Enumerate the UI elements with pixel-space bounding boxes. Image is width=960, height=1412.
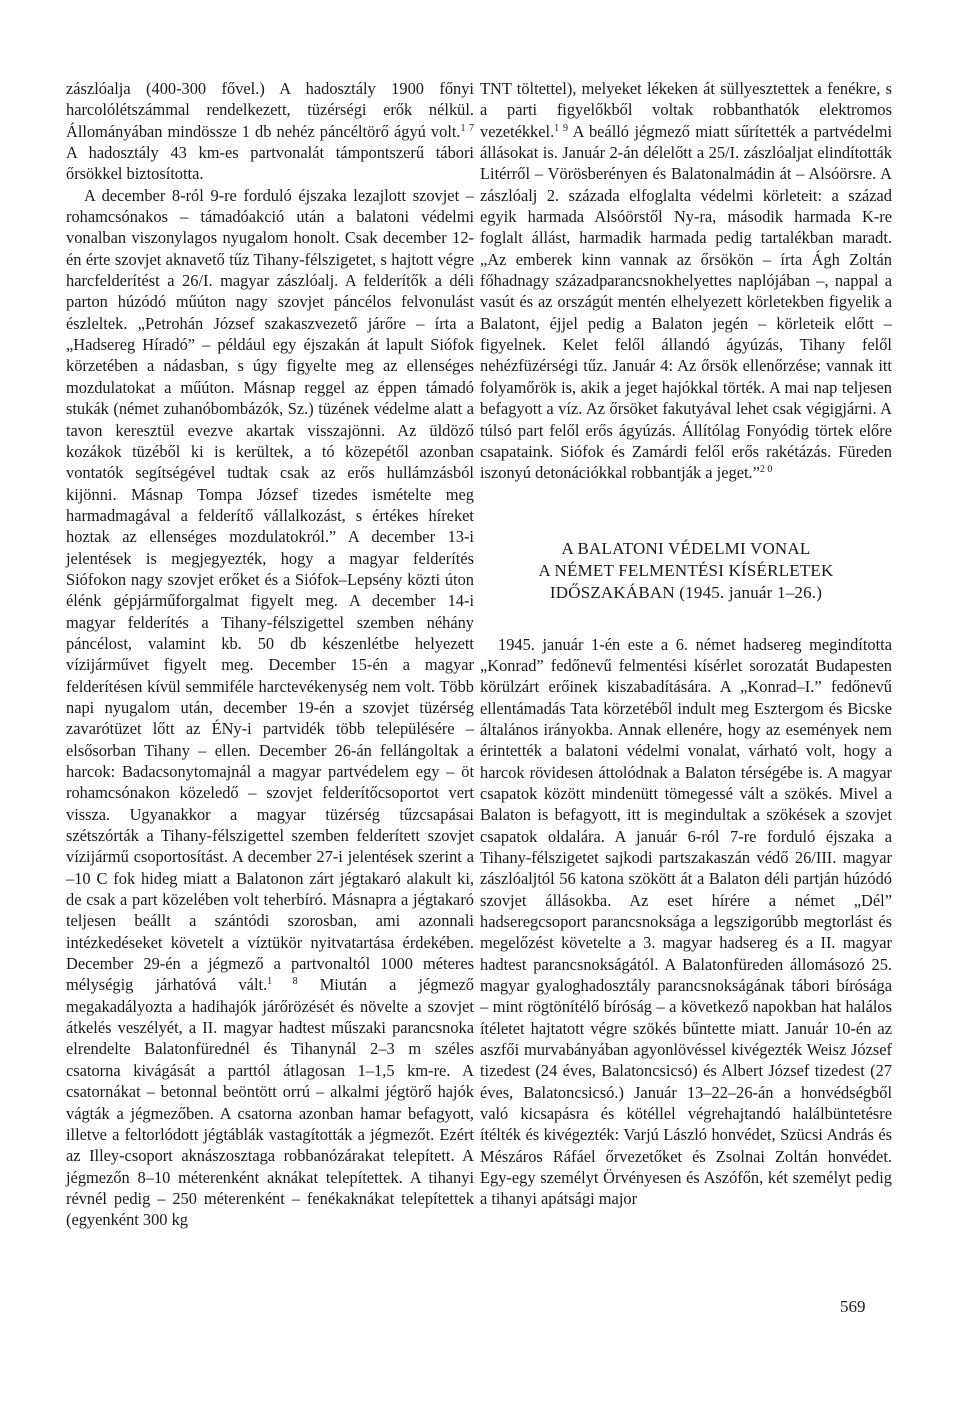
paragraph [66,185,474,1231]
right-column-top-text [480,78,892,484]
paragraph [66,78,474,185]
right-column-bottom-text [480,634,892,1210]
section-heading-line: A NÉMET FELMENTÉSI KÍSÉRLETEK [538,560,834,580]
page-number: 569 [840,1297,866,1316]
paragraph-text: 1945. január 1-én este a 6. német hadsereg megindította „Konrad” fedőnevű felmentési kísérlet sorozatát Budapesten körülzárt erőinek kiszabadítására. A „Konrad–I.” fedőnevű ellentámadás Tata körzetéből indult meg Esztergom és Bicske általános irányokba. Annak ellenére, hogy az események nem érintették a balatoni védelmi vonalat, várható volt, hogy a harcok rövidesen áttolódnak a Balaton térségébe is. A magyar csapatok között mindenütt tömegessé vált a szökés. Mivel a Balaton is befagyott, itt is megindultak a szökések a szovjet csapatok oldalára. A január 6-ról 7-re forduló éjszaka a Tihany-félszigetet sajkodi partszakaszán védő 26/III. magyar zászlóaljtól 56 katona szökött át a Balaton déli partján húzódó szovjet állásokba. Az eset hírére a német „Dél” hadseregcsoport parancsnoksága a legszigorúbb megtorlást és megelőzést követelte a 3. magyar hadsereg és a II. magyar hadtest parancsnokságától. A Balatonfüreden állomásozó 25. magyar gyaloghadosztály parancsnokságának tábori bírósága – mint rögtönítélő bíróság – a következő napokban hat halálos ítéletet hajtatott végre szökés bűntette miatt. Január 10-én az aszfői murvabányában agyonlövéssel kivégezték Weisz József tizedest (24 éves, Balatoncsicsó) és Albert József tizedest (27 éves, Balatoncsicsó.) Január 13–22–26-án a honvédségből való kicsapásra és kötéllel végrehajtandó halálbüntetésre ítélték és kivégezték: Varjú László honvédet, Szücsi András és Mészáros Ráfáel őrvezetőket és Zsolnai Zoltán honvédet. Egy-egy személyt Örvényesen és Aszófőn, két személyt pedig a tihanyi apátsági major [480,634,892,1209]
paragraph-text: Miután a jégmező megakadályozta a hadihajók járőrözését és növelte a szovjet átkelés veszélyét, a II. magyar hadtest műszaki parancsnoka elrendelte Balatonfürednél és Tihanynál 2–3 m széles csatorna kivágását a parttól átlagosan 1–1,5 km-re. A csatornákat – betonnal beöntött orrú – alkalmi jégtörő hajók vágták a jégmezőben. A csatorna azonban hamar befagyott, illetve a feltorlódott jégtáblák vastagították a jégmezőt. Ezért az Illey-csoport aknászosztaga robbanózárakat telepített. A jégmezőn 8–10 méterenként aknákat telepítettek. A tihanyi révnél pedig – 250 méterenként – fenékaknákat telepítettek (egyenként 300 kg [66,975,475,1230]
footnote-reference: 1 8 [267,976,298,988]
section-heading-line: IDŐSZAKÁBAN (1945. január 1–26.) [549,582,823,602]
footnote-reference: 1 7 [460,122,475,134]
footnote-reference: 2 0 [759,464,773,476]
paragraph-text: A hadosztály 43 km-es partvonalát támpontszerű tábori őrsökkel biztosította. [66,143,474,184]
paragraph-text: A beálló jégmező miatt sűrítették a partvédelmi állásokat is. Január 2-án délelőtt a 25/I. zászlóaljat elindították Litérről – Vörösberényen és Balatonalmádin át – Alsóörsre. A zászlóalj 2. százada elfoglalta védelmi körleteit: a század egyik harmada Alsóörstől Ny-ra, második harmada K-re foglalt állást, harmadik harmada pedig tartalékban maradt. „Az emberek kinn vannak az őrsökön – írta Ágh Zoltán főhadnagy századparancsnokhelyettes naplójában –, nappal a vasút és az országút mentén elhelyezett körletekben figyelik a Balatont, éjjel pedig a Balaton jegén – körleteik előtt – figyelnek. Kelet felől állandó ágyúzás, Tihany felől nehézfüzérségi tűz. Január 4: Az őrsök ellenőrzése; vannak itt folyamőrök is, akik a jeget hajókkal törték. A mai nap teljesen befagyott a víz. Az őrsöket fakutyával lehet csak végigjárni. A túlsó part felől erős ágyúzás. Állítólag Fonyódig törtek előre csapataink. Siófok és Zamárdi felől erős rakétázás. Füreden iszonyú detonációkkal robbantják a jeget.” [480,121,893,483]
paragraph-text: A december 8-ról 9-re forduló éjszaka lezajlott szovjet – rohamcsónakos – támadóakció után a balatoni védelmi vonalban viszonylagos nyugalom honolt. Csak december 12-én érte szovjet aknavető tűz Tihany-félszigetet, s hajtott végre harcfelderítést a 26/I. magyar zászlóalj. A felderítők a déli parton húzódó műúton nagy szovjet páncélos felvonulást észleltek. „Petrohán József szakaszvezető járőre – írta a „Hadsereg Híradó” – például egy éjszakán át lapult Siófok körzetében a nádasban, s úgy figyelte meg az ellenséges mozdulatokat a műúton. Másnap reggel az éppen támadó stukák (német zuhanóbombázók, Sz.) tüzének védelme alatt a tavon keresztül evezve akartak visszajönni. Az üldöző kozákok tüzéből ki is kerültek, a tó közepétől azonban vontatók segítségével tudtak csak az erős hullámzásból kijönni. Másnap Tompa József tizedes ismételte meg harmadmagával a felderítő vállalkozást, s értékes híreket hoztak az ellenséges mozdulatokról.” A december 13-i jelentések is megjegyezték, hogy a magyar felderítés Siófokon nagy szovjet erőket és a Siófok–Lepsény közti úton élénk gépjárműforgalmat figyelt meg. A december 14-i magyar felderítés a Tihany-félszigettel szemben néhány páncélost, valamint kb. 50 db készenlétbe helyezett vízijárművet figyelt meg. December 15-én a magyar felderítésen kívül semmiféle harctevékenység nem volt. Több napi nyugalom után, december 19-én a szovjet tüzérség zavarótüzet lőtt az ÉNy-i partvidék több településére – elsősorban Tihany – ellen. December 26-án fellángoltak a harcok: Badacsonytomajnál a magyar partvédelem egy – öt rohamcsónakon közeledő – szovjet felderítőcsoportot vert vissza. Ugyanakkor a magyar tüzérség tűzcsapásai szétszórták a Tihany-félszigettel szemben felderített szovjet vízijármű csoportosítást. A december 27-i jelentések szerint a –10 C fok hideg miatt a Balatonon zárt jégtakaró alakult ki, de csak a part közelében volt teherbíró. Másnapra a jégtakaró teljesen beállt a szántódi szorosban, ami azonnali intézkedéseket követelt a víztükör nyitvatartása érdekében. December 29-én a jégmező a partvonaltól 1000 méteres mélységig járhatóvá vált. [66,185,474,995]
footnote-reference: 1 9 [554,122,569,134]
paragraph [480,634,892,1210]
paragraph-text: TNT töltettel), melyeket lékeken át süllyesztettek a fenékre, s a parti figyelőkből voltak robbanthatók elektromos vezetékkel. [480,79,892,141]
section-heading-line: A BALATONI VÉDELMI VONAL [561,538,811,558]
right-column [480,78,892,1210]
paragraph [480,78,892,484]
paragraph-text: zászlóalja (400-300 fővel.) A hadosztály 1900 főnyi harcolólétszámmal rendelkezett, tüzérségi erők nélkül. Állományában mindössze 1 db nehéz páncéltörő ágyú volt. [66,79,474,141]
left-column [66,78,474,1231]
section-heading [480,538,892,604]
